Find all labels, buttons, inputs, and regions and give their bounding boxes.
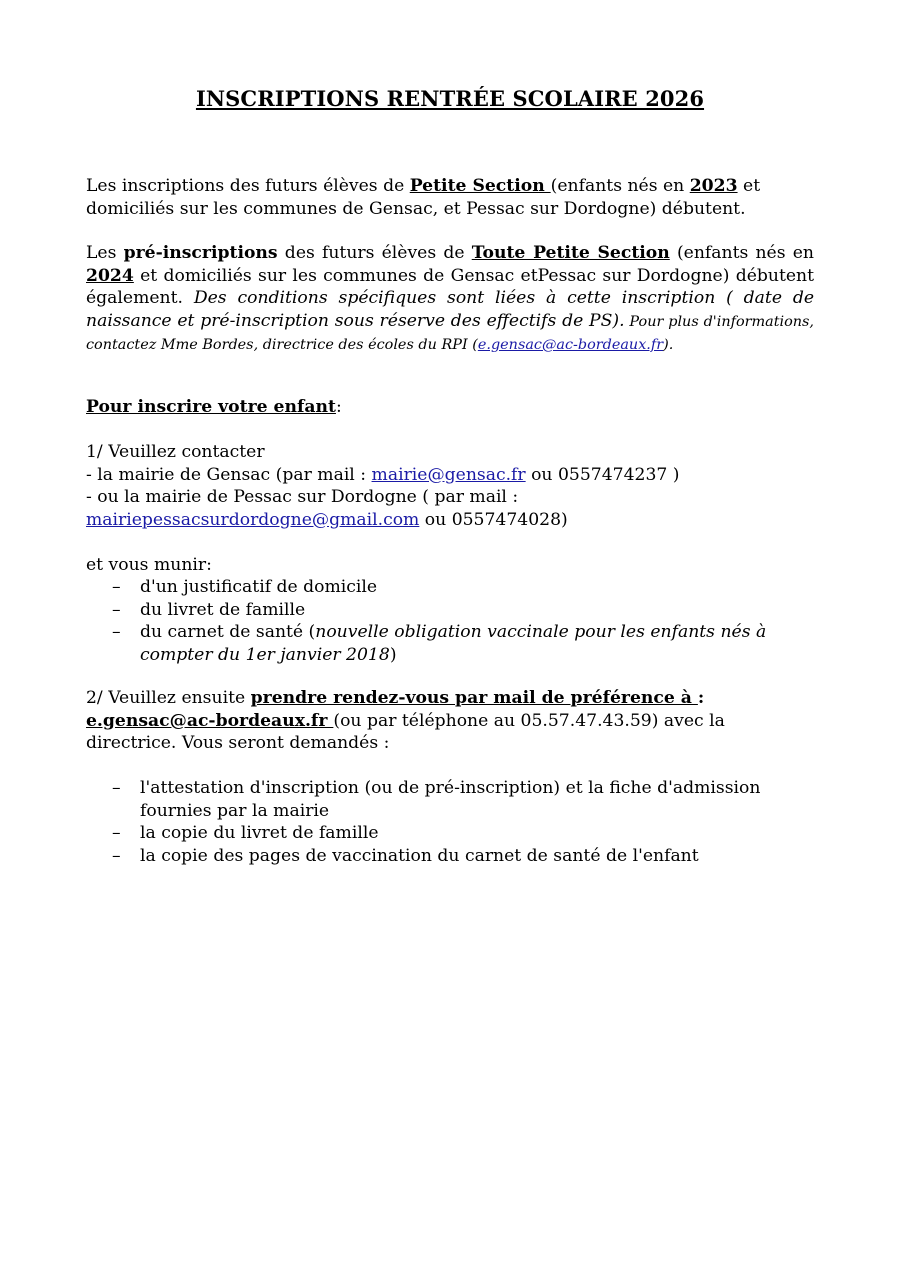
list-item: – la copie du livret de famille <box>112 823 379 843</box>
pessac-email-link[interactable]: mairiepessacsurdordogne@gmail.com <box>86 509 420 530</box>
pre-inscriptions-label: pré-inscriptions <box>123 243 278 263</box>
step-2 <box>86 687 814 867</box>
appointment-instruction: prendre rendez-vous par mail de préférence à <box>250 688 698 708</box>
step-1 <box>86 441 814 666</box>
requested-documents-list <box>86 777 814 867</box>
list-item: – du livret de famille <box>112 599 306 620</box>
intro-paragraph-toute-petite-section: Les pré-inscriptions des futurs élèves de Toute Petite Section (enfants nés en 2024 et domiciliés sur les communes de Gensac etPessac sur Dordogne) débutent également. Des conditions spécifiques sont liées à cette inscription ( date de naissance et pré-inscription sous réserve des effectifs de PS). Pour plus d'informations, contactez Mme Bordes, directrice des écoles du RPI (e.gensac@ac-bordeaux.fr). <box>86 243 815 353</box>
gensac-contact-line: - la mairie de Gensac (par mail : mairie@gensac.fr ou 0557474237 ) <box>86 464 680 485</box>
dash-bullet: – <box>112 622 121 642</box>
section-heading: Pour inscrire votre enfant: <box>86 397 342 417</box>
list-item: – du carnet de santé (nouvelle obligation vaccinale pour les enfants nés à compter du 1er janvier 2018) <box>112 622 767 665</box>
dash-bullet: – <box>112 823 121 843</box>
dash-bullet: – <box>112 599 121 620</box>
page-title: INSCRIPTIONS RENTRÉE SCOLAIRE 2026 <box>195 86 705 111</box>
step-1-intro: 1/ Veuillez contacter <box>86 442 265 462</box>
intro-paragraph-petite-section: Les inscriptions des futurs élèves de Petite Section (enfants nés en 2023 et domiciliés sur les communes de Gensac, et Pessac sur Dordogne) débutent. <box>86 176 761 219</box>
dash-bullet: – <box>112 778 121 798</box>
list-item: – l'attestation d'inscription (ou de pré-inscription) et la fiche d'admission fournies par la mairie <box>112 778 761 821</box>
dash-bullet: – <box>112 845 121 866</box>
pessac-contact-line-2: mairiepessacsurdordogne@gmail.com ou 0557474028) <box>86 509 568 530</box>
petite-section-label: Petite Section <box>409 176 551 196</box>
contact-note: Pour plus d'informations, contactez Mme Bordes, directrice des écoles du RPI (e.gensac@ac-bordeaux.fr). <box>86 313 814 353</box>
birth-year-2023: 2023 <box>689 176 738 196</box>
specific-conditions-note: Des conditions spécifiques sont liées à cette inscription ( date de naissance et pré-inscription sous réserve des effectifs de PS). <box>86 288 815 331</box>
toute-petite-section-label: Toute Petite Section <box>471 243 670 263</box>
list-item: – d'un justificatif de domicile <box>112 577 378 597</box>
birth-year-2024: 2024 <box>86 265 134 286</box>
dash-bullet: – <box>112 577 121 597</box>
director-email-link[interactable]: e.gensac@ac-bordeaux.fr <box>477 337 664 353</box>
list-item: – la copie des pages de vaccination du carnet de santé de l'enfant <box>112 845 699 866</box>
pessac-contact-line: - ou la mairie de Pessac sur Dordogne ( par mail : <box>86 487 519 507</box>
step-2-text: 2/ Veuillez ensuite prendre rendez-vous par mail de préférence à : e.gensac@ac-bordeaux.fr (ou par téléphone au 05.57.47.43.59) avec la directrice. Vous seront demandés : <box>86 688 725 753</box>
documents-intro: et vous munir: <box>86 554 212 575</box>
documents-list <box>86 576 814 666</box>
section-heading-text: Pour inscrire votre enfant <box>86 397 336 417</box>
gensac-email-link[interactable]: mairie@gensac.fr <box>371 464 526 485</box>
director-email[interactable]: e.gensac@ac-bordeaux.fr <box>86 710 334 731</box>
